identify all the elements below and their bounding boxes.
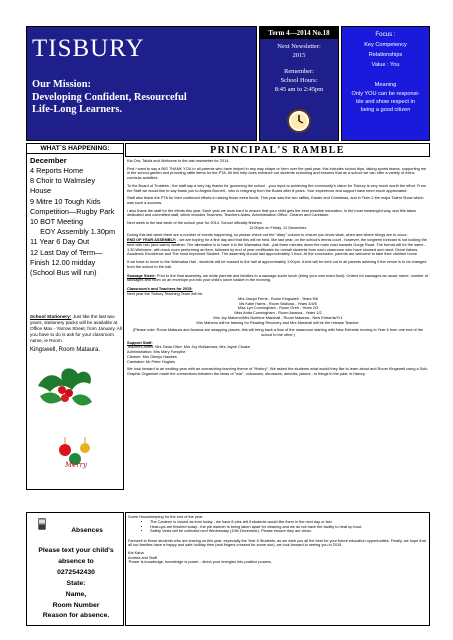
housekeeping-item: • The Canteen is closed as from today - we have 8 pies left if students would like them in the next day or two. <box>150 520 428 525</box>
ramble-paragraph: First I want to say a BIG THANK YOU to all parents who have helped in any way shape or form over the past year; this includes school trips, taking sports teams, supporting me in the school garden and providing raffle items for the PTA. All this help does enhance our students schooling and ensures that as a school we can offer a variety of extra-curricula activities. <box>127 166 427 181</box>
absences-line: Name, <box>65 590 87 598</box>
phone-icon <box>36 517 48 531</box>
meaning-line: Only YOU can be responsi- <box>351 91 420 97</box>
absences-instructions <box>29 546 123 622</box>
event-item: Finish 12.00 midday <box>30 257 96 267</box>
mission-statement <box>32 79 254 117</box>
meaning-title: Meaning <box>374 82 397 88</box>
ramble-paragraph: If we have to move to the Waimatua Hall - students will be bussed to the hall at approximately 1:00pm. A text will be sent out to all parents advising if the venue is to be changed from the school to the hall. <box>127 259 427 269</box>
focus-panel <box>341 26 430 141</box>
absences-line: State: <box>66 579 86 587</box>
farewell-paragraph: Farewell to those students who are leaving us this year, especially the Year 6 Students, as we wish you all the best for your future education opportunities. Finally, we hope that all our families have a happy and safe holiday time (and fingers crossed for some sun), we look forward to seeing you in 2015. <box>128 538 426 548</box>
housekeeping-body <box>128 515 428 565</box>
focus-line: Relationships <box>368 52 403 58</box>
housekeeping-panel <box>125 512 430 626</box>
event-item: House <box>30 186 52 196</box>
signoff-line: Kia Kaha <box>128 550 144 555</box>
housekeeping-intro: Some Housekeeping for the end of the year: <box>128 515 204 519</box>
classroom-heading: Classroom's and Teachers for 2015: <box>127 287 193 292</box>
masthead-panel <box>26 26 257 141</box>
event-item: Competition—Rugby Park <box>30 206 115 216</box>
ramble-paragraph: During this last week there are a number of events happening, so please check out the "diary" column to ensure you know what, when and where things are to occur: <box>127 233 408 238</box>
clock-icon <box>287 109 311 133</box>
support-staff-line: Administration: Mrs Mary Forsythe <box>127 350 186 355</box>
sausage-sizzle-text: Prior to the final assembly, we invite parents and families to a sausage sizzle lunch (bring your own extra food). Orders for sausages as usual: name, number of sausages and room on an envelope put into your child's lunch basket in the morning. <box>127 273 428 283</box>
support-staff-line: Caretaker: Mr Peter Hughes <box>127 359 176 364</box>
stationery-notice <box>30 314 123 354</box>
eoy-assembly-text: - we are hoping for a fine day and that this will be held, like last year, on the school's tennis court - however, the longterm forecast is not looking the best with rain (and warm) weather. The alternative is to have it in the Waimatua Hall - just three minutes down the main road towards Gorge Road. The format will be the same - 1:30 Welcome, with each room performing an item, followed by end of year certificates for overall students from each classroom who have showed and used: Great Values, Academic Excellence and The most Improved Student. The assembly should last approximately 1 hour. At the conclusion, parents are welcome to take their children home. <box>127 238 427 257</box>
support-staff-heading: Support Staff: <box>127 340 153 345</box>
event-item: 12 Last Day of Term— <box>30 247 103 257</box>
events-month: December <box>30 156 67 165</box>
christmas-ornaments-icon <box>55 437 97 469</box>
next-newsletter-label: Next Newsletter: <box>277 43 321 50</box>
support-staff-line: Cleaner: Mrs Glenys Hawkes <box>127 354 177 359</box>
school-hours-label: School Hours: <box>280 77 318 84</box>
meaning-line: being a good citizen <box>360 107 411 113</box>
eoy-assembly <box>127 238 429 257</box>
absences-line: Reason for absence. <box>42 612 110 620</box>
mission-line: Life-Long Learners. <box>32 104 123 115</box>
finish-time: 12:00pm on Friday, 12 December. <box>249 225 307 230</box>
absences-title: Absences <box>71 527 103 534</box>
teacher-line: Mrs Jacqui Ferris - Room Kingswell - Years 5/6 <box>238 296 318 301</box>
teacher-line: Mrs Joy Maheno/Mrs Noelene Marshall - Room Mataura - New Entrants/Yr1 <box>213 315 343 320</box>
sausage-sizzle <box>127 274 429 284</box>
remember-label: Remember: <box>284 68 314 75</box>
absences-line: absence to <box>58 557 94 565</box>
focus-line: Key Competency <box>364 42 407 48</box>
absences-line: Please text your child's <box>38 547 114 554</box>
event-item: EOY Assembly 1.30pm <box>30 227 116 237</box>
absences-phone: 0272542430 <box>57 568 95 576</box>
focus-title: Focus : <box>375 31 396 38</box>
sausage-sizzle-label: Sausage Sizzle: <box>127 273 156 278</box>
ramble-paragraph: I also thank the staff for the efforts this year. Each year we work hard to ensure that your child gets the best possible education, in the most meaningful way, and this takes dedicated and committed staff, which includes Teachers, Teachers Aides, Administration Office, Cleaner and Caretaker. <box>127 208 417 218</box>
housekeeping-list <box>144 520 428 534</box>
event-item: (School Bus will run) <box>30 268 97 278</box>
eoy-assembly-label: END OF YEAR ASSEMBLY: <box>127 238 177 243</box>
classroom-note: (Please note: Room Mataura and Awarua are swapping places, this will bring back a flow of the classroom starting with New Entrants moving to Year 6 from one end of the school to the other.) <box>132 328 424 337</box>
event-item: 4 Reports Home <box>30 166 84 175</box>
absences-line: Room Number <box>52 601 100 609</box>
meaning-line: ble and show respect in <box>356 99 415 105</box>
classroom-intro: Next year the Tisbury Teaching Team will be: <box>127 292 203 297</box>
school-hours: 8:45 am to 2:45pm <box>274 86 324 93</box>
housekeeping-item: • Safety Vests will be collected next Wednesday (10th December). Please ensure they are clean. <box>150 529 428 534</box>
svg-text:Merry: Merry <box>65 461 87 469</box>
stationery-rooms: Kingswell, Room Mataura. <box>30 347 101 354</box>
term-label: Term 4—2014 No.18 <box>260 27 338 39</box>
signoff-line: 'Power is knowledge, knowledge is power - direct your energies into positive powers. <box>128 560 272 565</box>
event-item: 9 Mitre 10 Tough Kids <box>30 196 101 206</box>
mission-line: Developing Confident, Resourceful <box>32 91 187 103</box>
teacher-line: Miss Anita Cunningham - Room Awarua - Years 1/2 <box>234 311 322 316</box>
signoff-line: Andrea and Staff <box>128 555 157 560</box>
event-item: 11 Year 6 Day Out <box>30 237 90 247</box>
principals-ramble-heading: PRINCIPAL'S RAMBLE <box>125 143 430 157</box>
ramble-paragraph: We look forward to an exciting year with an overarching learning theme of "History". We asked the students what would they like to learn about and Room Kingswell using a Solo Graphic Organiser made the connections between the ideas of "war", volcanoes, dinosaurs, animals, places - to things in the past, ie history. <box>127 367 428 377</box>
principals-ramble-body <box>127 159 429 512</box>
teacher-line: Miss Lyn Cunningham - Room Oreti - Years 2/3 <box>237 306 319 311</box>
event-item: 8 Choir to Walmsley <box>30 176 96 186</box>
housekeeping-item: • Heat-ups are finished today - the pie warmer is being taken apart for cleaning and we do not have the facility to heat up food. <box>150 525 428 530</box>
teacher-line: Ms Katie Harris - Room Waituna - Years 3/4/5 <box>239 301 317 306</box>
stationery-text: Just like the last two years, stationery packs will be available at Office Max - Yarrow Street, from January. All you have to do is ask for your classroom name, ie Room <box>30 314 122 344</box>
ramble-paragraph: Kia Ora, Talofa and Welcome to the last newsletter for 2014. <box>127 159 230 163</box>
whats-happening-heading: WHAT`S HAPPENING: <box>27 144 123 154</box>
teachers-list <box>127 297 429 326</box>
teacher-line: Mrs Maheno will be training for Reading Recovery and Mrs Marshall will be the release Teacher. <box>196 320 360 325</box>
absences-panel <box>26 512 124 626</box>
mission-line: Our Mission: <box>32 79 91 90</box>
term-panel <box>259 26 339 141</box>
events-list <box>30 156 123 278</box>
school-title: TISBURY <box>32 35 145 62</box>
event-item: 10 BOT Meeting <box>30 217 83 227</box>
support-staff-list <box>127 345 429 364</box>
ramble-paragraph: Staff also thank the PTA for their continued efforts in raising those extra funds. This year saw the two raffles, Easter and Christmas, and in Term 2 the major Talent Show which was such a success. <box>127 196 424 205</box>
next-newsletter-year: 2015 <box>292 52 306 59</box>
ramble-paragraph: Next week is the last week of the school year for 2014. School officially finishes: <box>127 220 263 225</box>
focus-line: Value : You <box>371 62 400 68</box>
support-staff-line: Teachers Aides: Mrs Tania Olive; Mrs Joy McNamara; Mrs Jayne Cloake <box>127 345 250 350</box>
whats-happening-panel <box>26 143 124 490</box>
newsletter-header <box>26 26 430 141</box>
stationery-label: School Stationery: <box>30 314 72 319</box>
ramble-paragraph: To the Board of Trustees - the staff say a very big thanks for governing the school - your input to achieving the community's vision for Tisbury is very much worth the effort. From the Staff we would like to say thank you to Angela Burnett - who is resigning from the Board after 8 years. Your experience and support have been much appreciated. <box>127 183 427 193</box>
holly-icon <box>32 362 97 412</box>
